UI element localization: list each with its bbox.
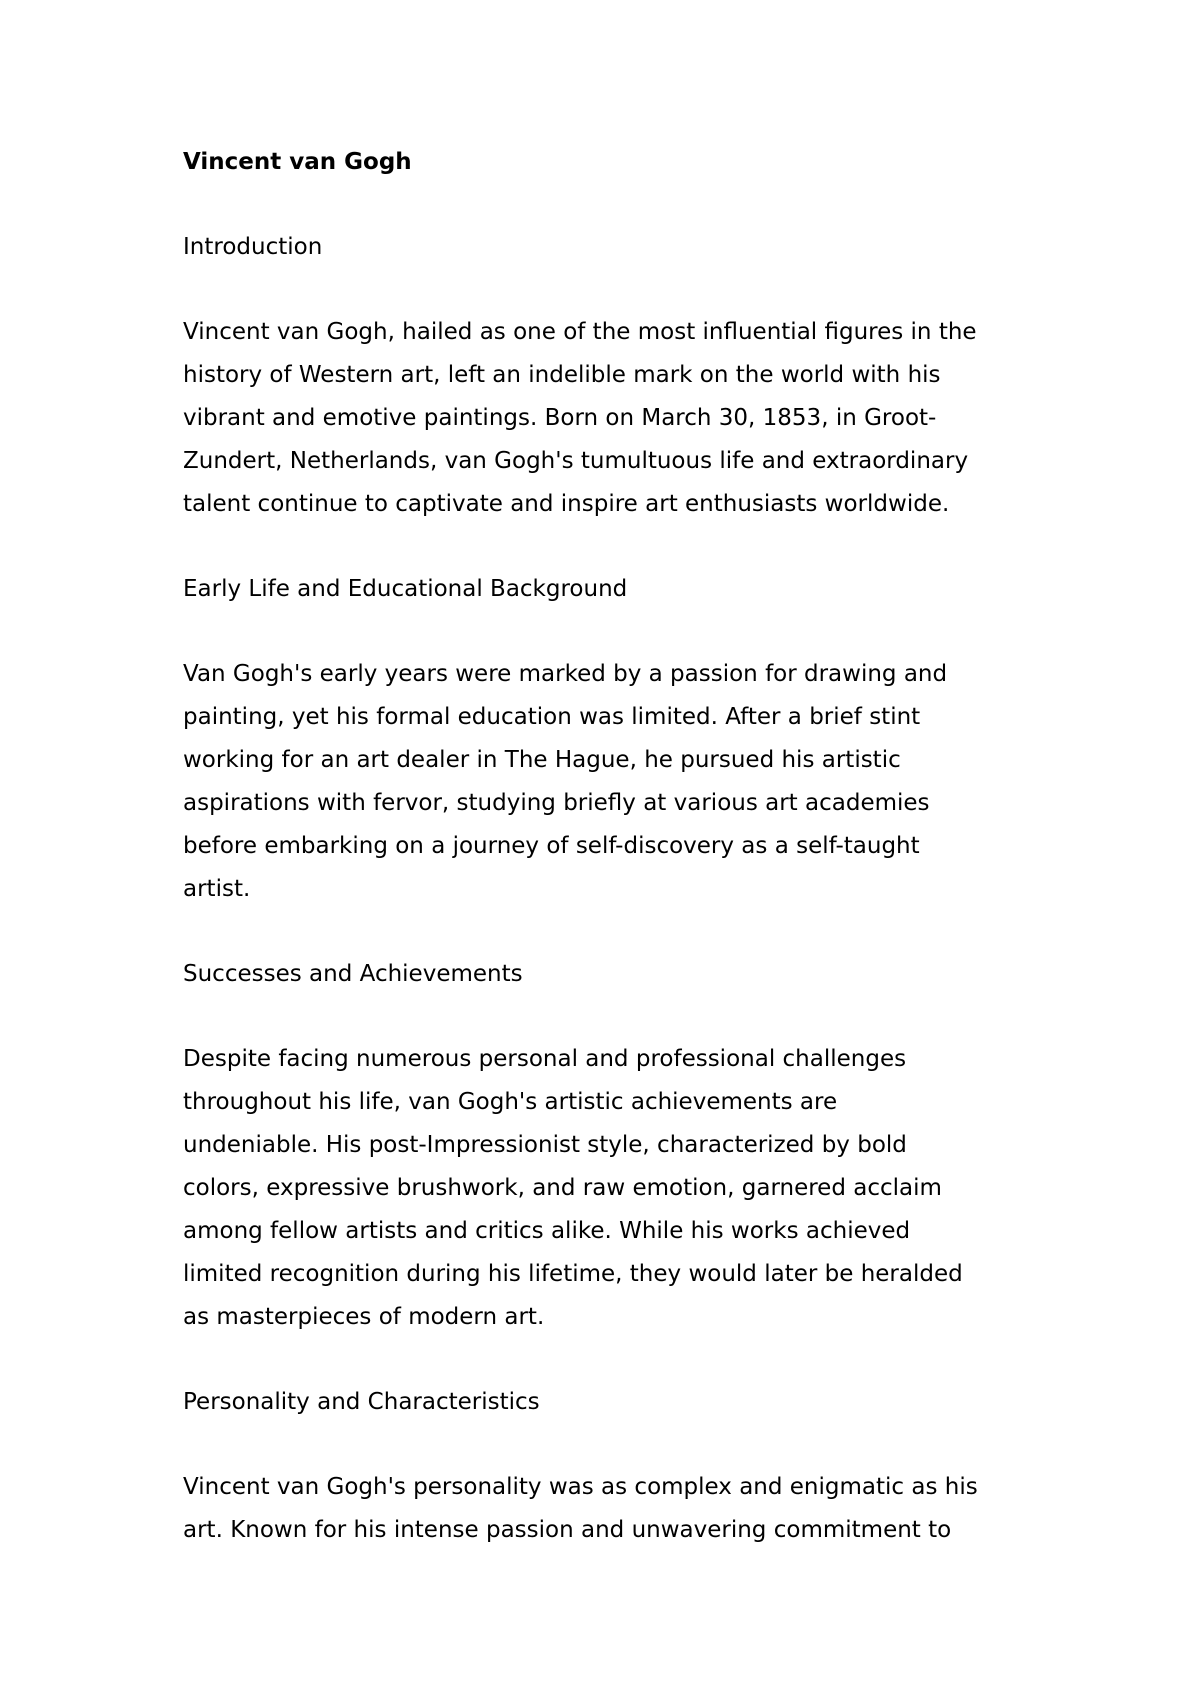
paragraph-line: colors, expressive brushwork, and raw emotion, garnered acclaim	[183, 1175, 942, 1201]
paragraph-line: Vincent van Gogh's personality was as complex and enigmatic as his	[183, 1474, 978, 1500]
paragraph-line: vibrant and emotive paintings. Born on March 30, 1853, in Groot-	[183, 405, 937, 431]
paragraph-line: artist.	[183, 876, 251, 902]
paragraph-line: art. Known for his intense passion and unwavering commitment to	[183, 1517, 952, 1543]
paragraph-early-life	[183, 653, 1043, 911]
paragraph-personality	[183, 1466, 1043, 1552]
paragraph-line: among fellow artists and critics alike. While his works achieved	[183, 1218, 911, 1244]
section-heading-introduction: Introduction	[183, 234, 323, 260]
section-heading-personality: Personality and Characteristics	[183, 1389, 540, 1415]
paragraph-line: aspirations with fervor, studying briefly at various art academies	[183, 790, 930, 816]
paragraph-line: working for an art dealer in The Hague, he pursued his artistic	[183, 747, 901, 773]
paragraph-line: Despite facing numerous personal and professional challenges	[183, 1046, 907, 1072]
paragraph-line: undeniable. His post-Impressionist style, characterized by bold	[183, 1132, 907, 1158]
paragraph-line: Van Gogh's early years were marked by a passion for drawing and	[183, 661, 948, 687]
paragraph-line: limited recognition during his lifetime, they would later be heralded	[183, 1261, 963, 1287]
paragraph-line: talent continue to captivate and inspire art enthusiasts worldwide.	[183, 491, 950, 517]
paragraph-line: painting, yet his formal education was limited. After a brief stint	[183, 704, 921, 730]
paragraph-line: history of Western art, left an indelible mark on the world with his	[183, 362, 941, 388]
paragraph-line: throughout his life, van Gogh's artistic achievements are	[183, 1089, 838, 1115]
paragraph-successes	[183, 1038, 1043, 1339]
paragraph-introduction	[183, 311, 1043, 526]
document-title: Vincent van Gogh	[183, 149, 412, 175]
paragraph-line: before embarking on a journey of self-discovery as a self-taught	[183, 833, 920, 859]
paragraph-line: as masterpieces of modern art.	[183, 1304, 545, 1330]
paragraph-line: Vincent van Gogh, hailed as one of the most influential figures in the	[183, 319, 977, 345]
document-body	[183, 141, 1043, 1552]
section-heading-successes: Successes and Achievements	[183, 961, 523, 987]
paragraph-line: Zundert, Netherlands, van Gogh's tumultuous life and extraordinary	[183, 448, 969, 474]
section-heading-early-life: Early Life and Educational Background	[183, 576, 628, 602]
